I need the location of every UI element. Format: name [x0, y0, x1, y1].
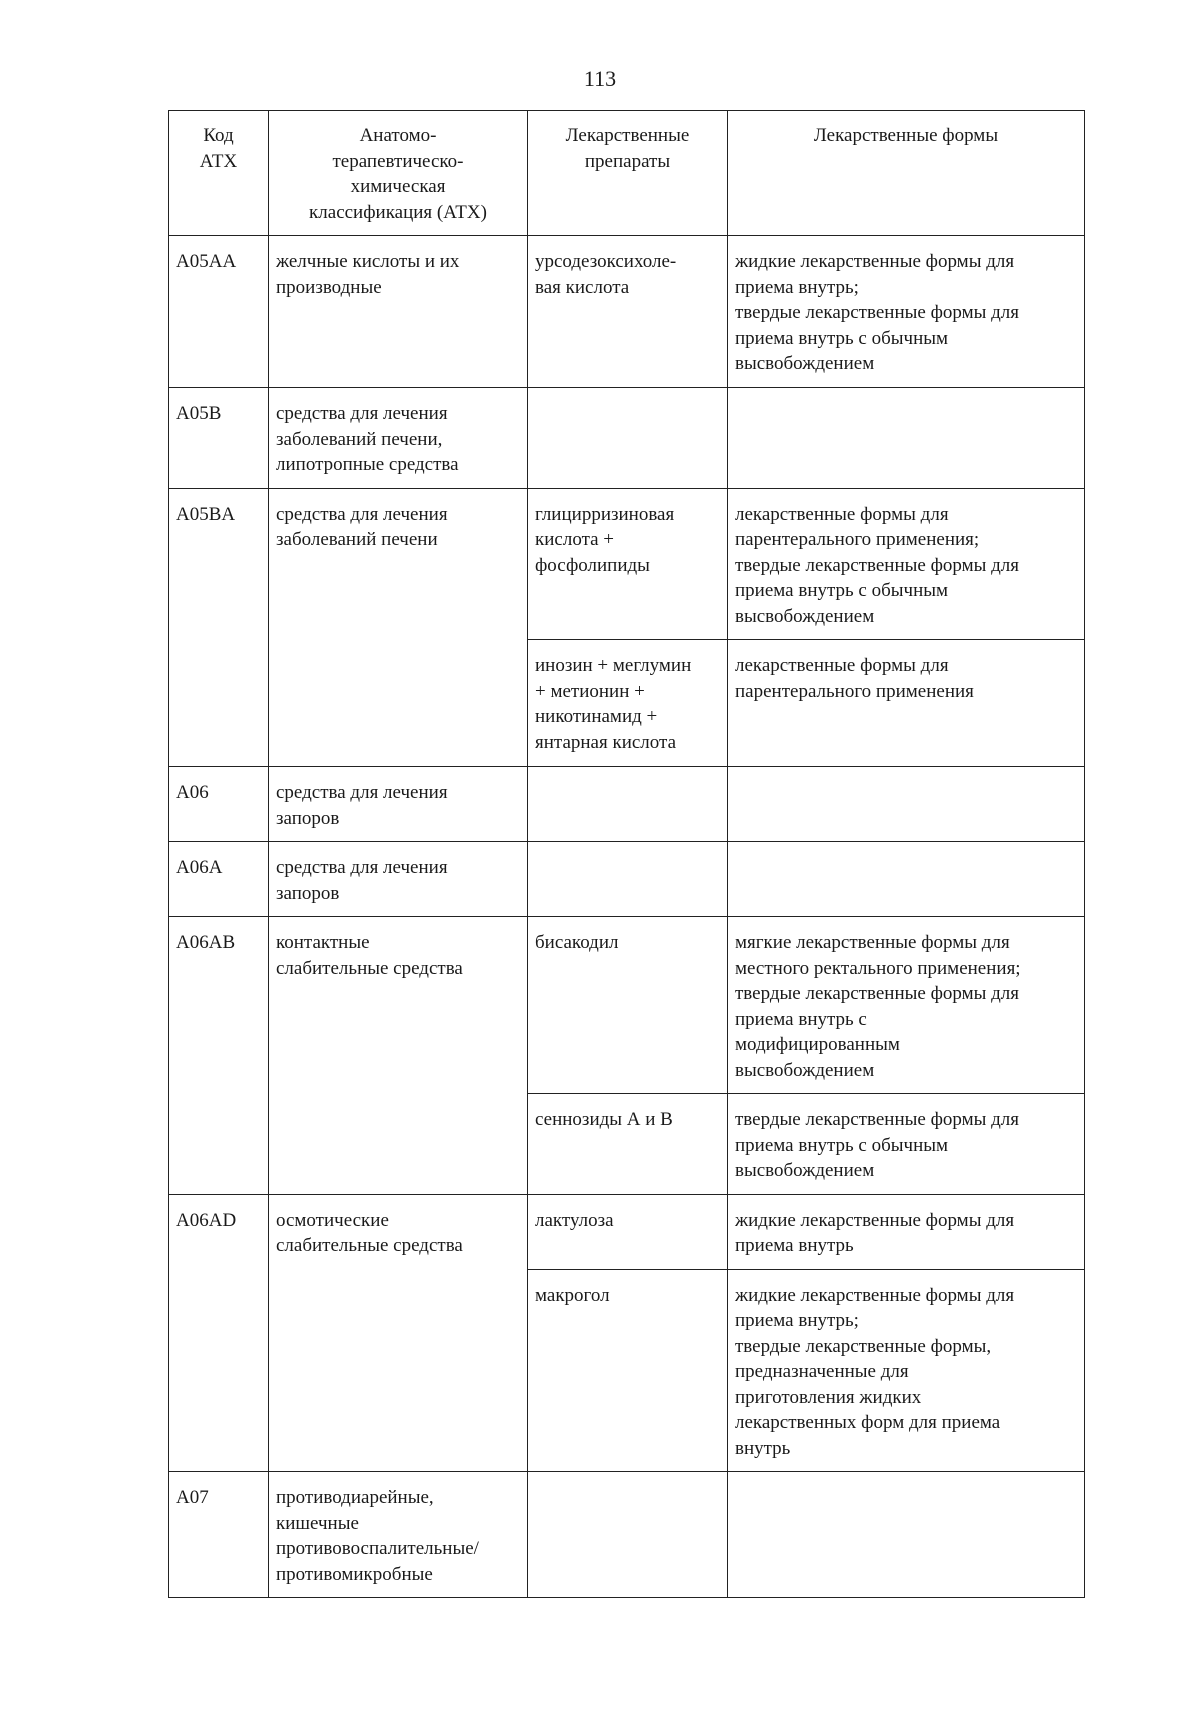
cell-forms: [728, 767, 1085, 842]
cell-forms: жидкие лекарственные формы для приема внутрь: [728, 1194, 1085, 1269]
cell-classification: средства для лечения запоров: [269, 842, 528, 917]
cell-drugs: [528, 842, 728, 917]
cell-code: A07: [169, 1472, 269, 1598]
cell-drugs: [528, 767, 728, 842]
cell-drugs: [528, 388, 728, 489]
cell-drugs: глицирризиновая кислота + фосфолипиды: [528, 488, 728, 640]
header-drugs: Лекарственные препараты: [528, 111, 728, 236]
cell-forms: [728, 1472, 1085, 1598]
cell-code: A06AD: [169, 1194, 269, 1472]
table-row: [169, 767, 1085, 842]
table-header-row: [169, 111, 1085, 236]
header-code: Код АТХ: [169, 111, 269, 236]
cell-forms: жидкие лекарственные формы для приема внутрь; твердые лекарственные формы, предназначенные для приготовления жидких лекарственных форм для приема внутрь: [728, 1269, 1085, 1472]
table-row: [169, 1194, 1085, 1269]
cell-drugs: сеннозиды А и В: [528, 1094, 728, 1195]
cell-code: A05AA: [169, 236, 269, 388]
table-row: [169, 236, 1085, 388]
cell-classification: средства для лечения заболеваний печени: [269, 488, 528, 767]
cell-code: A05BA: [169, 488, 269, 767]
table-row: [169, 488, 1085, 640]
cell-classification: средства для лечения заболеваний печени, липотропные средства: [269, 388, 528, 489]
cell-code: A06A: [169, 842, 269, 917]
cell-drugs: [528, 1472, 728, 1598]
cell-drugs: лактулоза: [528, 1194, 728, 1269]
cell-code: A06: [169, 767, 269, 842]
cell-drugs: макрогол: [528, 1269, 728, 1472]
cell-forms: лекарственные формы для парентерального применения; твердые лекарственные формы для приема внутрь с обычным высвобождением: [728, 488, 1085, 640]
cell-code: A05B: [169, 388, 269, 489]
cell-drugs: инозин + меглумин + метионин + никотинамид + янтарная кислота: [528, 640, 728, 767]
cell-forms: твердые лекарственные формы для приема внутрь с обычным высвобождением: [728, 1094, 1085, 1195]
cell-classification: желчные кислоты и их производные: [269, 236, 528, 388]
cell-drugs: бисакодил: [528, 917, 728, 1094]
cell-forms: [728, 388, 1085, 489]
cell-forms: жидкие лекарственные формы для приема внутрь; твердые лекарственные формы для приема внутрь с обычным высвобождением: [728, 236, 1085, 388]
cell-code: A06AB: [169, 917, 269, 1195]
cell-forms: мягкие лекарственные формы для местного ректального применения; твердые лекарственные формы для приема внутрь с модифицированным высвобождением: [728, 917, 1085, 1094]
header-classification: Анатомо- терапевтическо- химическая классификация (АТХ): [269, 111, 528, 236]
cell-classification: контактные слабительные средства: [269, 917, 528, 1195]
cell-drugs: урсодезоксихоле- вая кислота: [528, 236, 728, 388]
table-row: [169, 1472, 1085, 1598]
cell-classification: средства для лечения запоров: [269, 767, 528, 842]
table-row: [169, 917, 1085, 1094]
table-row: [169, 842, 1085, 917]
cell-classification: осмотические слабительные средства: [269, 1194, 528, 1472]
header-forms: Лекарственные формы: [728, 111, 1085, 236]
cell-forms: лекарственные формы для парентерального применения: [728, 640, 1085, 767]
page-number: 113: [583, 66, 617, 91]
cell-classification: противодиарейные, кишечные противовоспалительные/ противомикробные: [269, 1472, 528, 1598]
table-row: [169, 388, 1085, 489]
atx-table: [168, 110, 1085, 1598]
cell-forms: [728, 842, 1085, 917]
